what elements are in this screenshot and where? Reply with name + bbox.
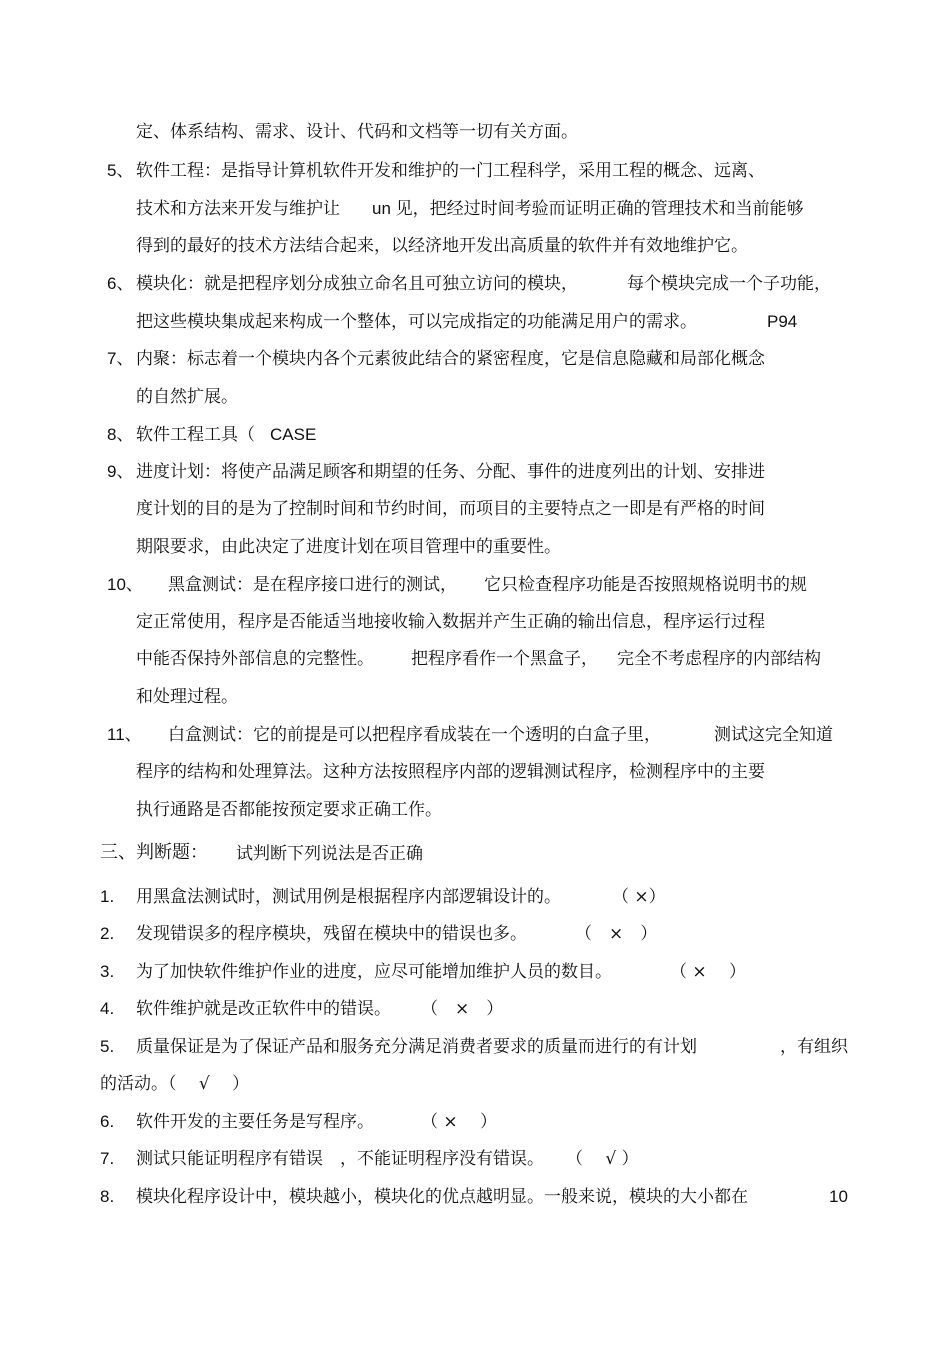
definition-text: 执行通路是否都能按预定要求正确工作。 [136, 800, 442, 820]
question-text: 软件开发的主要任务是写程序。 [136, 1112, 374, 1132]
definition-text: 白盒测试：它的前提是可以把程序看成装在一个透明的白盒子里， [168, 725, 661, 745]
definition-text: 度计划的目的是为了控制时间和节约时间，而项目的主要特点之一即是有严格的时间 [136, 499, 765, 519]
item-number: 10、 [107, 575, 143, 594]
definition-text: 黑盒测试：是在程序接口进行的测试， [168, 575, 457, 595]
definition-text: 把这些模块集成起来构成一个整体，可以完成指定的功能满足用户的需求。 [136, 312, 697, 332]
definition-text: 定正常使用，程序是否能适当地接收输入数据并产生正确的输出信息，程序运行过程 [136, 612, 765, 632]
item-number: 11、 [107, 725, 142, 744]
question-text: 模块化程序设计中，模块越小，模块化的优点越明显。一般来说，模块的大小都在 [136, 1187, 748, 1207]
definition-text: 每个模块完成一个子功能， [627, 274, 831, 294]
definition-text: 把程序看作一个黑盒子， [411, 649, 598, 669]
definition-text: 中能否保持外部信息的完整性。 [136, 649, 374, 669]
definition-text: 进度计划：将使产品满足顾客和期望的任务、分配、事件的进度列出的计划、安排进 [136, 462, 765, 482]
question-number: 3. [100, 962, 115, 981]
question-number: 4. [100, 999, 115, 1018]
answer-mark: （ × ） [421, 999, 504, 1019]
section-subtitle: 试判断下列说法是否正确 [236, 844, 423, 864]
definition-text: 模块化：就是把程序划分成独立命名且可独立访问的模块， [136, 274, 578, 294]
definition-text: 软件工程工具（ [136, 425, 255, 445]
question-text: 的活动。（ √ ） [100, 1074, 250, 1094]
question-text: 10 [829, 1187, 848, 1206]
definition-text: 软件工程：是指导计算机软件开发和维护的一门工程科学，采用工程的概念、远离、 [136, 161, 765, 181]
section-title: 三、判断题： [100, 842, 208, 863]
definition-text: 内聚：标志着一个模块内各个元素彼此结合的紧密程度，它是信息隐藏和局部化概念 [136, 349, 765, 369]
definition-continuation: 定、体系结构、需求、设计、代码和文档等一切有关方面。 [136, 122, 578, 142]
definition-text: 完全不考虑程序的内部结构 [617, 649, 821, 669]
answer-mark: （ ×） [612, 887, 666, 907]
page-reference: P94 [767, 312, 798, 331]
definition-text: 测试这完全知道 [714, 725, 833, 745]
question-text: 用黑盒法测试时，测试用例是根据程序内部逻辑设计的。 [136, 887, 561, 907]
question-text: ，不能证明程序没有错误。 [340, 1149, 544, 1169]
question-number: 1. [100, 887, 115, 906]
item-number: 7、 [107, 349, 134, 368]
definition-text: 它只检查程序功能是否按照规格说明书的规 [484, 575, 807, 595]
definition-text: 技术和方法来开发与维护让 [136, 199, 340, 219]
question-text: 质量保证是为了保证产品和服务充分满足消费者要求的质量而进行的有计划 [136, 1037, 697, 1057]
definition-text: 的自然扩展。 [136, 387, 238, 407]
question-number: 8. [100, 1187, 115, 1206]
question-number: 7. [100, 1149, 115, 1168]
answer-mark: （ × ） [575, 924, 658, 944]
question-text: 测试只能证明程序有错误 [136, 1149, 323, 1169]
item-number: 6、 [107, 274, 134, 293]
definition-text: 得到的最好的技术方法结合起来，以经济地开发出高质量的软件并有效地维护它。 [136, 236, 748, 256]
answer-mark: （ × ） [421, 1112, 498, 1132]
definition-text: un 见，把经过时间考验而证明正确的管理技术和当前能够 [372, 199, 804, 218]
question-number: 2. [100, 924, 115, 943]
definition-text: 程序的结构和处理算法。这种方法按照程序内部的逻辑测试程序，检测程序中的主要 [136, 762, 765, 782]
definition-text: 期限要求，由此决定了进度计划在项目管理中的重要性。 [136, 537, 561, 557]
question-text: ，有组织 [780, 1037, 848, 1057]
question-number: 6. [100, 1112, 115, 1131]
answer-mark: （ × ） [670, 962, 747, 982]
definition-text: 和处理过程。 [136, 687, 238, 707]
question-text: 软件维护就是改正软件中的错误。 [136, 999, 391, 1019]
question-text: 发现错误多的程序模块，残留在模块中的错误也多。 [136, 924, 527, 944]
item-number: 9、 [107, 462, 134, 481]
definition-text: CASE [270, 425, 317, 444]
question-number: 5. [100, 1037, 115, 1056]
item-number: 8、 [107, 425, 134, 444]
item-number: 5、 [107, 161, 134, 180]
question-text: 为了加快软件维护作业的进度，应尽可能增加维护人员的数目。 [136, 962, 612, 982]
answer-mark: （ √ ） [566, 1149, 639, 1169]
